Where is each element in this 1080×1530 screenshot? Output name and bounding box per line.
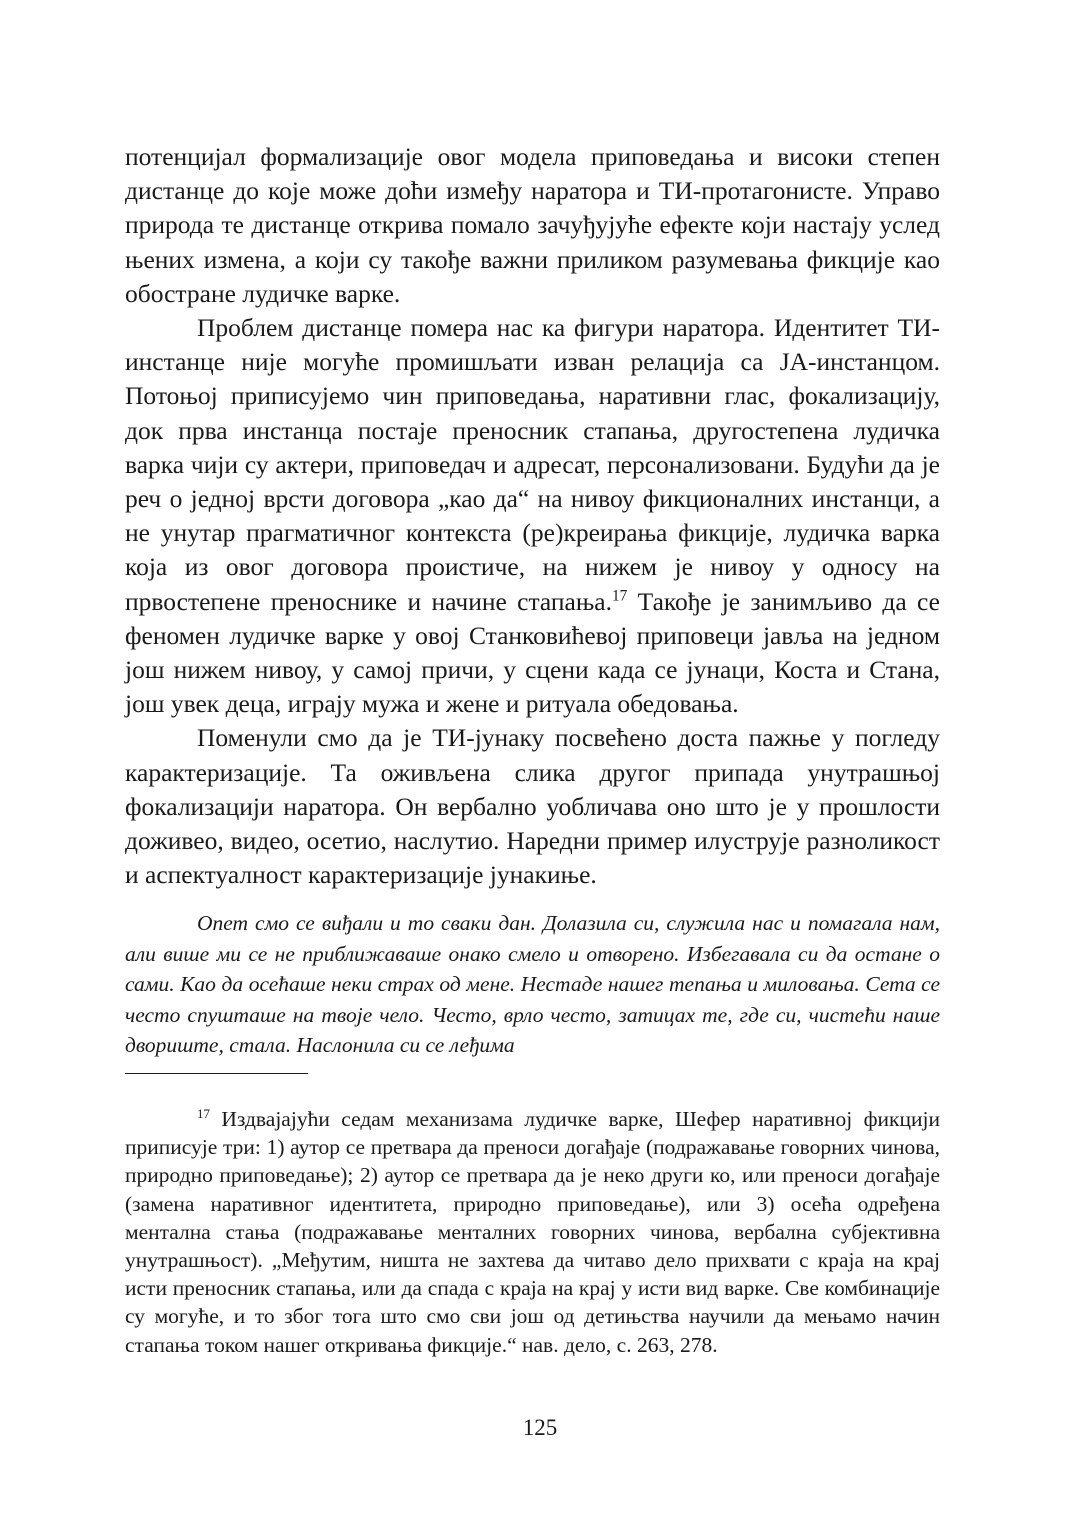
paragraph-1 bbox=[125, 140, 940, 311]
paragraph-2-text-continued: Такође је занимљиво да се феномен лудичке варке у овој Станковићевој приповеци јавља на једном још нижем нивоу, у самој причи, у сцени када се јунаци, Коста и Стана, још увек деца, играју мужа и жене и ритуала обедовања. bbox=[125, 586, 940, 719]
paragraph-3-text: Поменули смо да је ТИ-јунаку посвећено доста пажње у погледу карактеризације. Та оживљена слика другог припада унутрашњој фокализацији наратора. Он вербално уобличава оно што је у прошлости доживео, видео, осетио, наслутио. Наредни пример илуструје разноликост и аспектуалност карактеризације јунакиње. bbox=[125, 723, 940, 890]
footnote-reference[interactable]: 17 bbox=[612, 587, 628, 605]
block-quote bbox=[125, 908, 940, 1061]
page-body bbox=[125, 140, 940, 1359]
footnote-divider bbox=[125, 1073, 308, 1074]
footnote-text: Издвајајући седам механизама лудичке варке, Шефер наративној фикцији приписује три: 1) аутор се претвара да преноси догађаје (подражавање говорних чинова, природно приповедање); 2) аутор се претвара да је неко други ко, или преноси догађаје (замена наративног идентитета, природно приповедање), или 3) осећа одређена ментална стања (подражавање менталних говорних чинова, вербална субјективна унутрашњост). „Међутим, ништа не захтева да читаво дело прихвати с краја на крај исти преносник стапања, или да спада с краја на крај у исти вид варке. Све комбинације су могуће, и то због тога што смо сви још од детињства научили да мењамо начин стапања током нашег откривања фикције.“ нав. дело, с. 263, 278. bbox=[125, 1106, 940, 1357]
paragraph-3 bbox=[125, 721, 940, 892]
footnote-number: 17 bbox=[197, 1106, 210, 1121]
paragraph-2 bbox=[125, 311, 940, 721]
paragraph-1-text: потенцијал формализације овог модела приповедања и високи степен дистанце до које може доћи између наратора и ТИ-протагонисте. Управо природа те дистанце открива помало зачуђујуће ефекте који настају услед њених измена, а који су такође важни приликом разумевања фикције као обостране лудичке варке. bbox=[125, 142, 940, 308]
page-number: 125 bbox=[522, 1415, 558, 1440]
block-quote-text: Опет смо се виђали и то сваки дан. Долазила си, служила нас и помагала нам, али више ми се не приближаваше онако смело и отворено. Избегавала си да остане о сами. Као да осећаше неки страх од мене. Нестаде нашег тепања и миловања. Сета се често спушташе на твоје чело. Често, врло често, затицах те, где си, чистећи наше двориште, стала. Наслонила си се леђима bbox=[125, 911, 940, 1058]
footnote bbox=[125, 1105, 940, 1359]
paragraph-2-text: Проблем дистанце помера нас ка фигури наратора. Идентитет ТИ-инстанце није могуће промишљати изван релација са ЈА-инстанцом. Потоњој приписујемо чин приповедања, наративни глас, фокализацију, док прва инстанца постаје преносник стапања, другостепена лудичка варка чији су актери, приповедач и адресат, персонализовани. Будући да је реч о једној врсти договора „као да“ на нивоу фикционалних инстанци, а не унутар прагматичног контекста (ре)креирања фикције, лудичка варка која из овог договора проистиче, на нижем је нивоу у односу на првостепене преноснике и начине стапања. bbox=[125, 313, 940, 616]
